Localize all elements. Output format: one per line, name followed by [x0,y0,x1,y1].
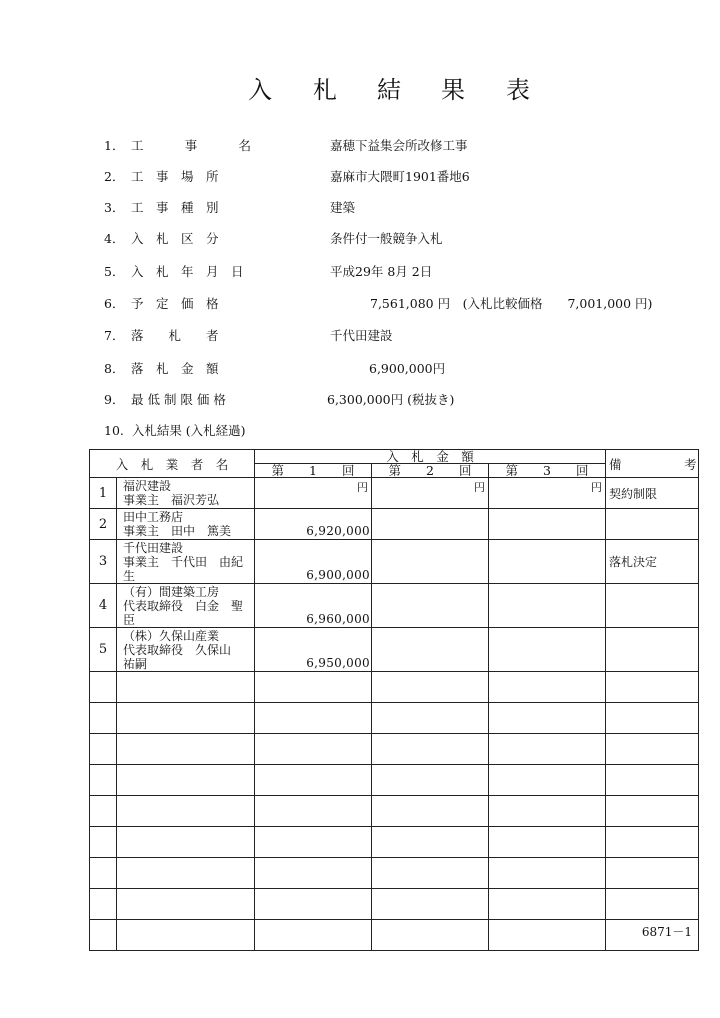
bidder-company: 千代田建設 [123,541,184,555]
round-1-amount-cell [255,478,372,509]
round-2-amount-cell [372,584,489,628]
bidder-company: 福沢建設 [123,479,172,493]
header-note: 備 考 [606,450,699,478]
note-cell: 落札決定 [606,540,699,584]
bidder-representative: 事業主 千代田 由紀生 [123,555,244,583]
item-number: 8． [104,361,125,376]
header-amount: 入 札 金 額 [255,450,606,464]
item-label: 最 低 制 限 価 格 [131,392,226,407]
item-value: 建築 [330,200,356,215]
bid-amount: 6,900,000 [306,568,370,582]
bidder-cell [117,628,255,672]
page-number: 6871－1 [641,925,692,939]
round-2-amount-cell [372,540,489,584]
note-cell [606,584,699,628]
item-number: 3． [104,200,125,215]
item-value: 6,300,000円 (税抜き) [327,392,455,407]
note-cell [606,628,699,672]
empty-row [90,920,699,951]
table-row [90,628,699,672]
yen-unit: 円 [357,481,368,494]
header-round-1: 第 1 回 [255,464,372,478]
header-bidder: 入 札 業 者 名 [90,450,255,478]
bidder-cell [117,540,255,584]
note-cell [606,509,699,540]
bidder-cell [117,584,255,628]
bidder-company: 田中工務店 [123,510,184,524]
empty-row [90,858,699,889]
title-char: 果 [441,76,465,104]
item-label: 入 札 区 分 [131,231,219,246]
item-number: 7． [104,328,125,343]
title-char: 入 [248,76,272,104]
item-value: 6,900,000円 [369,361,446,376]
item-number: 9． [104,392,125,407]
title-char: 表 [506,76,530,104]
empty-row [90,796,699,827]
empty-row [90,734,699,765]
round-3-amount-cell [489,478,606,509]
bid-amount: 6,960,000 [306,612,370,626]
bidder-representative: 事業主 福沢芳弘 [123,493,220,507]
item-number: 1． [104,138,125,153]
bidder-cell [117,509,255,540]
item-value: 嘉穂下益集会所改修工事 [330,138,468,153]
round-3-amount-cell [489,628,606,672]
item-value: 7,561,080 円 (入札比較価格 7,001,000 円) [370,296,653,311]
table-row [90,584,699,628]
bidder-company: （株）久保山産業 [123,629,220,643]
item-number: 6． [104,296,125,311]
item-value: 条件付一般競争入札 [330,231,443,246]
round-1-amount-cell [255,540,372,584]
empty-row [90,765,699,796]
item-label: 入 札 年 月 日 [131,264,244,279]
item-label: 予 定 価 格 [131,296,219,311]
item-number: 2． [104,169,125,184]
row-number: 2 [90,509,117,540]
round-2-amount-cell [372,478,489,509]
title-char: 札 [313,76,337,104]
item-value: 平成29年 8月 2日 [330,264,433,279]
header-round-2: 第 2 回 [372,464,489,478]
round-2-amount-cell [372,509,489,540]
bidder-representative: 代表取締役 久保山 祐嗣 [123,643,244,671]
round-3-amount-cell [489,540,606,584]
bid-amount: 6,920,000 [306,524,370,538]
bidder-representative: 代表取締役 白金 聖臣 [123,599,244,627]
yen-unit: 円 [474,481,485,494]
header-round-3: 第 3 回 [489,464,606,478]
row-number: 4 [90,584,117,628]
section-10-heading: 10. 入札結果 (入札経過) [104,423,246,438]
round-1-amount-cell [255,584,372,628]
item-label: 工 事 場 所 [131,169,219,184]
table-row [90,540,699,584]
empty-row [90,672,699,703]
yen-unit: 円 [591,481,602,494]
table-row [90,478,699,509]
item-number: 5． [104,264,125,279]
row-number: 3 [90,540,117,584]
empty-row [90,827,699,858]
table-row [90,509,699,540]
bidder-cell [117,478,255,509]
empty-row [90,703,699,734]
item-label: 落 札 金 額 [131,361,219,376]
round-3-amount-cell [489,509,606,540]
bid-amount: 6,950,000 [306,656,370,670]
row-number: 5 [90,628,117,672]
item-label: 工 事 名 [131,138,251,153]
item-value: 嘉麻市大隈町1901番地6 [330,169,470,184]
item-label: 落 札 者 [131,328,219,343]
bidder-company: （有）間建築工房 [123,585,220,599]
round-2-amount-cell [372,628,489,672]
title-char: 結 [377,76,401,104]
note-cell: 契約制限 [606,478,699,509]
round-1-amount-cell [255,628,372,672]
item-number: 4． [104,231,125,246]
bidder-representative: 事業主 田中 篤美 [123,524,232,538]
empty-row [90,889,699,920]
item-label: 工 事 種 別 [131,200,219,215]
bid-results-table [89,449,699,951]
round-1-amount-cell [255,509,372,540]
item-value: 千代田建設 [330,328,393,343]
row-number: 1 [90,478,117,509]
round-3-amount-cell [489,584,606,628]
